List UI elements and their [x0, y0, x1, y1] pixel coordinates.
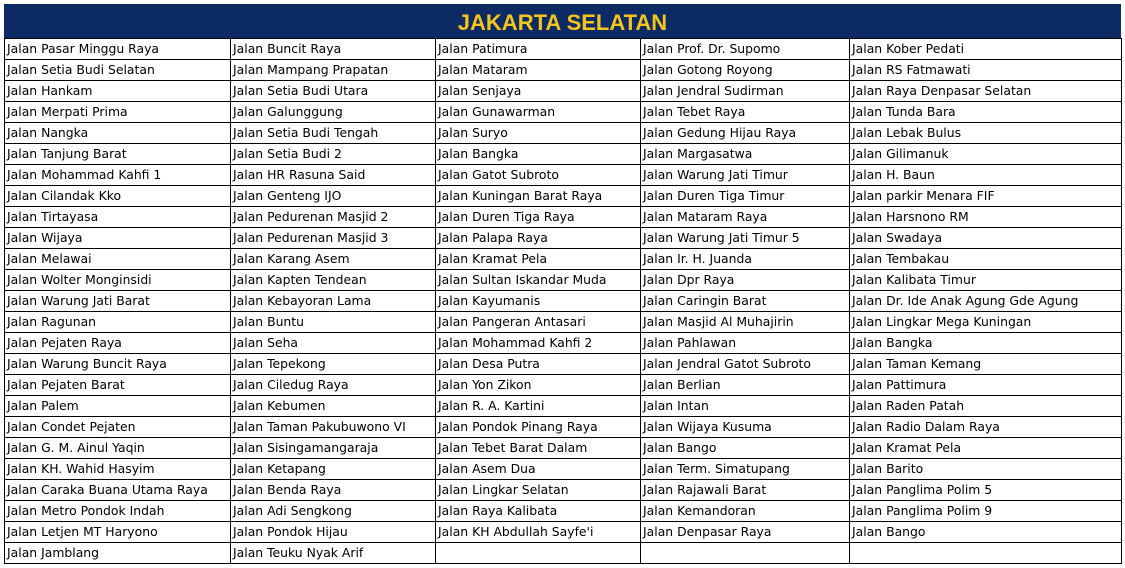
table-cell[interactable]: Jalan Kayumanis [436, 291, 641, 312]
table-cell[interactable]: Jalan Hankam [5, 81, 231, 102]
table-cell[interactable]: Jalan Gatot Subroto [436, 165, 641, 186]
table-cell[interactable]: Jalan Nangka [5, 123, 231, 144]
table-cell[interactable]: Jalan Kober Pedati [850, 39, 1122, 60]
table-cell[interactable]: Jalan Berlian [641, 375, 850, 396]
table-cell[interactable]: Jalan Merpati Prima [5, 102, 231, 123]
table-row [5, 165, 1122, 186]
table-cell[interactable]: Jalan Kebayoran Lama [231, 291, 436, 312]
table-cell[interactable]: Jalan Melawai [5, 249, 231, 270]
table-cell[interactable]: Jalan Patimura [436, 39, 641, 60]
table-cell[interactable]: Jalan Pejaten Barat [5, 375, 231, 396]
table-cell[interactable]: Jalan Lingkar Mega Kuningan [850, 312, 1122, 333]
table-row [5, 459, 1122, 480]
table-cell[interactable]: Jalan Pondok Pinang Raya [436, 417, 641, 438]
table-cell[interactable]: Jalan Tanjung Barat [5, 144, 231, 165]
table-cell[interactable]: Jalan Bango [641, 438, 850, 459]
table-cell[interactable]: Jalan Desa Putra [436, 354, 641, 375]
table-cell[interactable]: Jalan Metro Pondok Indah [5, 501, 231, 522]
table-cell[interactable]: Jalan Bango [850, 522, 1122, 543]
table-row [5, 354, 1122, 375]
table-cell[interactable]: Jalan Letjen MT Haryono [5, 522, 231, 543]
table-cell[interactable]: Jalan Term. Simatupang [641, 459, 850, 480]
table-row [5, 312, 1122, 333]
table-cell[interactable]: Jalan Pedurenan Masjid 3 [231, 228, 436, 249]
table-cell[interactable]: Jalan Ragunan [5, 312, 231, 333]
table-cell[interactable]: Jalan Mohammad Kahfi 1 [5, 165, 231, 186]
table-cell[interactable]: Jalan HR Rasuna Said [231, 165, 436, 186]
table-cell[interactable]: Jalan Jamblang [5, 543, 231, 564]
table-cell[interactable]: Jalan Barito [850, 459, 1122, 480]
table-cell[interactable]: Jalan Wijaya [5, 228, 231, 249]
table-cell[interactable]: Jalan Rajawali Barat [641, 480, 850, 501]
table-cell[interactable]: Jalan Raya Denpasar Selatan [850, 81, 1122, 102]
table-row [5, 207, 1122, 228]
table-row [5, 102, 1122, 123]
street-sheet [4, 4, 1121, 564]
table-cell[interactable]: Jalan Caringin Barat [641, 291, 850, 312]
table-row [5, 480, 1122, 501]
street-table-body [5, 39, 1122, 564]
table-cell[interactable]: Jalan Condet Pejaten [5, 417, 231, 438]
table-cell[interactable]: Jalan Harsnono RM [850, 207, 1122, 228]
table-row [5, 144, 1122, 165]
table-cell[interactable]: Jalan Margasatwa [641, 144, 850, 165]
table-cell[interactable]: Jalan Benda Raya [231, 480, 436, 501]
table-cell[interactable]: Jalan Setia Budi 2 [231, 144, 436, 165]
table-cell[interactable]: Jalan Raden Patah [850, 396, 1122, 417]
table-cell[interactable]: Jalan Sisingamangaraja [231, 438, 436, 459]
table-cell[interactable]: Jalan Panglima Polim 5 [850, 480, 1122, 501]
table-row [5, 228, 1122, 249]
table-cell[interactable] [436, 543, 641, 564]
table-cell[interactable]: Jalan Senjaya [436, 81, 641, 102]
table-row [5, 438, 1122, 459]
table-cell[interactable]: Jalan G. M. Ainul Yaqin [5, 438, 231, 459]
table-cell[interactable]: Jalan Taman Pakubuwono VI [231, 417, 436, 438]
table-cell[interactable]: Jalan Pattimura [850, 375, 1122, 396]
table-cell[interactable]: Jalan Mataram Raya [641, 207, 850, 228]
table-row [5, 186, 1122, 207]
table-cell[interactable]: Jalan Sultan Iskandar Muda [436, 270, 641, 291]
table-cell[interactable]: Jalan Warung Jati Timur 5 [641, 228, 850, 249]
table-cell[interactable]: Jalan Intan [641, 396, 850, 417]
table-cell[interactable]: Jalan Buncit Raya [231, 39, 436, 60]
table-cell[interactable]: Jalan Gilimanuk [850, 144, 1122, 165]
table-row [5, 522, 1122, 543]
table-cell[interactable]: Jalan Pondok Hijau [231, 522, 436, 543]
table-row [5, 39, 1122, 60]
table-cell[interactable]: Jalan Wolter Monginsidi [5, 270, 231, 291]
table-cell[interactable]: Jalan Setia Budi Tengah [231, 123, 436, 144]
table-cell[interactable]: Jalan Mampang Prapatan [231, 60, 436, 81]
table-cell[interactable]: Jalan Pahlawan [641, 333, 850, 354]
table-row [5, 375, 1122, 396]
street-table [4, 38, 1122, 564]
table-cell[interactable]: Jalan Genteng IJO [231, 186, 436, 207]
table-cell[interactable]: Jalan Jendral Gatot Subroto [641, 354, 850, 375]
table-cell[interactable]: Jalan Kapten Tendean [231, 270, 436, 291]
table-cell[interactable]: Jalan Bangka [850, 333, 1122, 354]
table-cell[interactable]: Jalan H. Baun [850, 165, 1122, 186]
table-cell[interactable]: Jalan Pangeran Antasari [436, 312, 641, 333]
table-row [5, 501, 1122, 522]
table-cell[interactable]: Jalan Prof. Dr. Supomo [641, 39, 850, 60]
table-cell[interactable]: Jalan Palem [5, 396, 231, 417]
table-cell[interactable]: Jalan Warung Jati Barat [5, 291, 231, 312]
table-cell[interactable]: Jalan Buntu [231, 312, 436, 333]
table-cell[interactable]: Jalan Caraka Buana Utama Raya [5, 480, 231, 501]
table-cell[interactable]: Jalan Karang Asem [231, 249, 436, 270]
table-cell[interactable]: Jalan KH Abdullah Sayfe'i [436, 522, 641, 543]
table-row [5, 396, 1122, 417]
table-cell[interactable]: Jalan RS Fatmawati [850, 60, 1122, 81]
table-cell[interactable] [850, 543, 1122, 564]
table-cell[interactable]: Jalan Pasar Minggu Raya [5, 39, 231, 60]
table-cell[interactable]: Jalan Warung Jati Timur [641, 165, 850, 186]
table-cell[interactable]: Jalan Panglima Polim 9 [850, 501, 1122, 522]
table-row [5, 81, 1122, 102]
table-cell[interactable]: Jalan Tembakau [850, 249, 1122, 270]
table-cell[interactable]: Jalan Gotong Royong [641, 60, 850, 81]
table-row [5, 333, 1122, 354]
table-cell[interactable]: Jalan Kemandoran [641, 501, 850, 522]
table-cell[interactable]: Jalan Denpasar Raya [641, 522, 850, 543]
table-cell[interactable]: Jalan Ir. H. Juanda [641, 249, 850, 270]
table-cell[interactable]: Jalan Ketapang [231, 459, 436, 480]
table-row [5, 270, 1122, 291]
table-cell[interactable]: Jalan Raya Kalibata [436, 501, 641, 522]
table-cell[interactable]: Jalan R. A. Kartini [436, 396, 641, 417]
table-cell[interactable]: Jalan Kalibata Timur [850, 270, 1122, 291]
table-cell[interactable]: Jalan Tirtayasa [5, 207, 231, 228]
table-cell[interactable]: Jalan Cilandak Kko [5, 186, 231, 207]
table-cell[interactable]: Jalan Gedung Hijau Raya [641, 123, 850, 144]
table-cell[interactable]: Jalan Kramat Pela [436, 249, 641, 270]
table-cell[interactable]: Jalan Ciledug Raya [231, 375, 436, 396]
table-cell[interactable]: Jalan Galunggung [231, 102, 436, 123]
table-cell[interactable]: Jalan Wijaya Kusuma [641, 417, 850, 438]
table-row [5, 60, 1122, 81]
table-cell[interactable]: Jalan Mataram [436, 60, 641, 81]
table-cell[interactable]: Jalan Dr. Ide Anak Agung Gde Agung [850, 291, 1122, 312]
table-cell[interactable]: Jalan Teuku Nyak Arif [231, 543, 436, 564]
table-cell[interactable]: Jalan Bangka [436, 144, 641, 165]
table-cell[interactable]: Jalan KH. Wahid Hasyim [5, 459, 231, 480]
table-cell[interactable]: Jalan Mohammad Kahfi 2 [436, 333, 641, 354]
table-row [5, 291, 1122, 312]
table-cell[interactable]: Jalan Lingkar Selatan [436, 480, 641, 501]
table-cell[interactable]: Jalan Jendral Sudirman [641, 81, 850, 102]
table-cell[interactable]: Jalan Warung Buncit Raya [5, 354, 231, 375]
table-cell[interactable]: Jalan Seha [231, 333, 436, 354]
table-row [5, 417, 1122, 438]
table-cell[interactable]: Jalan Kuningan Barat Raya [436, 186, 641, 207]
table-cell[interactable]: Jalan Duren Tiga Timur [641, 186, 850, 207]
table-cell[interactable]: Jalan Setia Budi Utara [231, 81, 436, 102]
table-cell[interactable] [641, 543, 850, 564]
table-cell[interactable]: Jalan Masjid Al Muhajirin [641, 312, 850, 333]
table-cell[interactable]: Jalan Swadaya [850, 228, 1122, 249]
table-cell[interactable]: Jalan Asem Dua [436, 459, 641, 480]
table-cell[interactable]: Jalan Tebet Raya [641, 102, 850, 123]
table-cell[interactable]: Jalan Adi Sengkong [231, 501, 436, 522]
table-row [5, 123, 1122, 144]
table-cell[interactable]: Jalan Setia Budi Selatan [5, 60, 231, 81]
table-cell[interactable]: Jalan Tebet Barat Dalam [436, 438, 641, 459]
table-cell[interactable]: Jalan Gunawarman [436, 102, 641, 123]
table-cell[interactable]: Jalan Radio Dalam Raya [850, 417, 1122, 438]
table-cell[interactable]: Jalan Tepekong [231, 354, 436, 375]
table-row [5, 543, 1122, 564]
table-cell[interactable]: Jalan Kramat Pela [850, 438, 1122, 459]
table-cell[interactable]: Jalan Pejaten Raya [5, 333, 231, 354]
table-cell[interactable]: Jalan Suryo [436, 123, 641, 144]
table-cell[interactable]: Jalan Yon Zikon [436, 375, 641, 396]
table-cell[interactable]: Jalan Duren Tiga Raya [436, 207, 641, 228]
table-cell[interactable]: Jalan Tunda Bara [850, 102, 1122, 123]
sheet-title: JAKARTA SELATAN [4, 4, 1121, 38]
table-cell[interactable]: Jalan Pedurenan Masjid 2 [231, 207, 436, 228]
table-cell[interactable]: Jalan Dpr Raya [641, 270, 850, 291]
table-cell[interactable]: Jalan Kebumen [231, 396, 436, 417]
table-cell[interactable]: Jalan Taman Kemang [850, 354, 1122, 375]
table-row [5, 249, 1122, 270]
table-cell[interactable]: Jalan Palapa Raya [436, 228, 641, 249]
table-cell[interactable]: Jalan Lebak Bulus [850, 123, 1122, 144]
table-cell[interactable]: Jalan parkir Menara FIF [850, 186, 1122, 207]
